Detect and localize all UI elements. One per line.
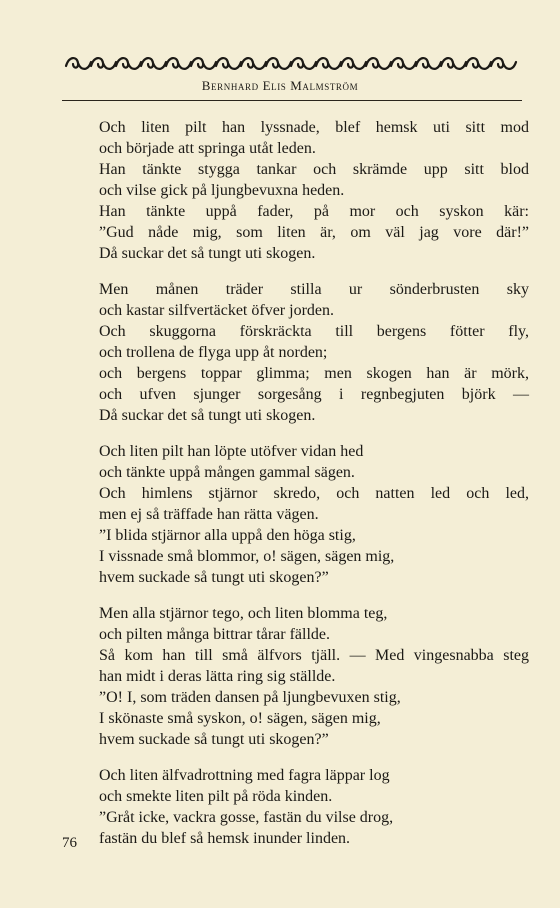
verse-line: I skönaste små syskon, o! sägen, sägen mig, — [99, 710, 381, 727]
verse-line: och tänkte uppå mången gammal sägen. — [99, 464, 355, 481]
stanza-2 — [99, 279, 529, 426]
verse-line: hvem suckade så tungt uti skogen?” — [99, 731, 329, 748]
ornament-scroll-mark — [66, 58, 91, 69]
verse-line: ”Gud nåde mig, som liten är, om väl jag vore där!” — [99, 224, 529, 241]
header-rule — [62, 100, 522, 101]
verse-line: men ej så träffade han rätta vägen. — [99, 506, 319, 523]
ornament-scroll-mark — [416, 58, 441, 69]
ornament-scroll-mark — [441, 58, 466, 69]
verse-line: Och liten pilt han lyssnade, blef hemsk uti sitt mod — [99, 119, 529, 136]
verse-line: hvem suckade så tungt uti skogen?” — [99, 569, 329, 586]
ornament-scroll-mark — [266, 58, 291, 69]
ornament-scroll-mark — [391, 58, 416, 69]
stanza-1 — [99, 117, 529, 264]
verse-line: Och himlens stjärnor skredo, och natten led och led, — [99, 485, 529, 502]
verse-line: och pilten många bittrar tårar fällde. — [99, 626, 331, 643]
ornament-scroll-mark — [491, 58, 516, 69]
verse-line: Och liten älfvadrottning med fagra läppar log — [99, 767, 390, 784]
verse-line: Så kom han till små älfvors tjäll. — Med vingesnabba steg — [99, 647, 529, 664]
ornament-scroll-mark — [316, 58, 341, 69]
poem-body — [99, 117, 529, 864]
verse-line: Och skuggorna förskräckta till bergens fötter fly, — [99, 323, 529, 340]
ornament-scroll-mark — [191, 58, 216, 69]
verse-line: Och liten pilt han löpte utöfver vidan hed — [99, 443, 364, 460]
verse-line: Han tänkte stygga tankar och skrämde upp sitt blod — [99, 161, 529, 178]
verse-line: ”O! I, som träden dansen på ljungbevuxen stig, — [99, 689, 401, 706]
verse-line: och smekte liten pilt på röda kinden. — [99, 788, 333, 805]
ornament-scroll-mark — [91, 58, 116, 69]
verse-line: Men alla stjärnor tego, och liten blomma teg, — [99, 605, 388, 622]
ornament-scroll-mark — [116, 58, 141, 69]
ornament-scroll-mark — [166, 58, 191, 69]
verse-line: han midt i deras lätta ring sig ställde. — [99, 668, 336, 685]
verse-line: Då suckar det så tungt uti skogen. — [99, 407, 316, 424]
verse-line: Då suckar det så tungt uti skogen. — [99, 245, 316, 262]
verse-line: Han tänkte uppå fader, på mor och syskon kär: — [99, 203, 529, 220]
verse-line: fastän du blef så hemsk inunder linden. — [99, 830, 351, 847]
ornament-scroll-mark — [366, 58, 391, 69]
verse-line: och började att springa utåt leden. — [99, 140, 316, 157]
ornament-scroll-mark — [141, 58, 166, 69]
verse-line: och vilse gick på ljungbevuxna heden. — [99, 182, 345, 199]
ornament-scroll-mark — [216, 58, 241, 69]
verse-line: och bergens toppar glimma; men skogen han är mörk, — [99, 365, 529, 382]
verse-line: ”I blida stjärnor alla uppå den höga stig, — [99, 527, 356, 544]
stanza-4 — [99, 603, 529, 750]
ornament-scroll-mark — [241, 58, 266, 69]
verse-line: och kastar silfvertäcket öfver jorden. — [99, 302, 335, 319]
verse-line: I vissnade små blommor, o! sägen, sägen mig, — [99, 548, 395, 565]
ornamental-border-icon — [62, 54, 522, 74]
ornament-scroll-mark — [466, 58, 491, 69]
ornament-scroll-mark — [291, 58, 316, 69]
verse-line: Men månen träder stilla ur sönderbrusten sky — [99, 281, 529, 298]
verse-line: ”Gråt icke, vackra gosse, fastän du vilse drog, — [99, 809, 394, 826]
verse-line: och trollena de flyga upp åt norden; — [99, 344, 328, 361]
stanza-3 — [99, 441, 529, 588]
verse-line: och ufven sjunger sorgesång i regnbegjuten björk — — [99, 386, 529, 403]
ornament-scroll-mark — [341, 58, 366, 69]
running-head: Bernhard Elis Malmström — [201, 78, 359, 93]
page-number: 76 — [62, 835, 77, 851]
stanza-5 — [99, 765, 529, 849]
